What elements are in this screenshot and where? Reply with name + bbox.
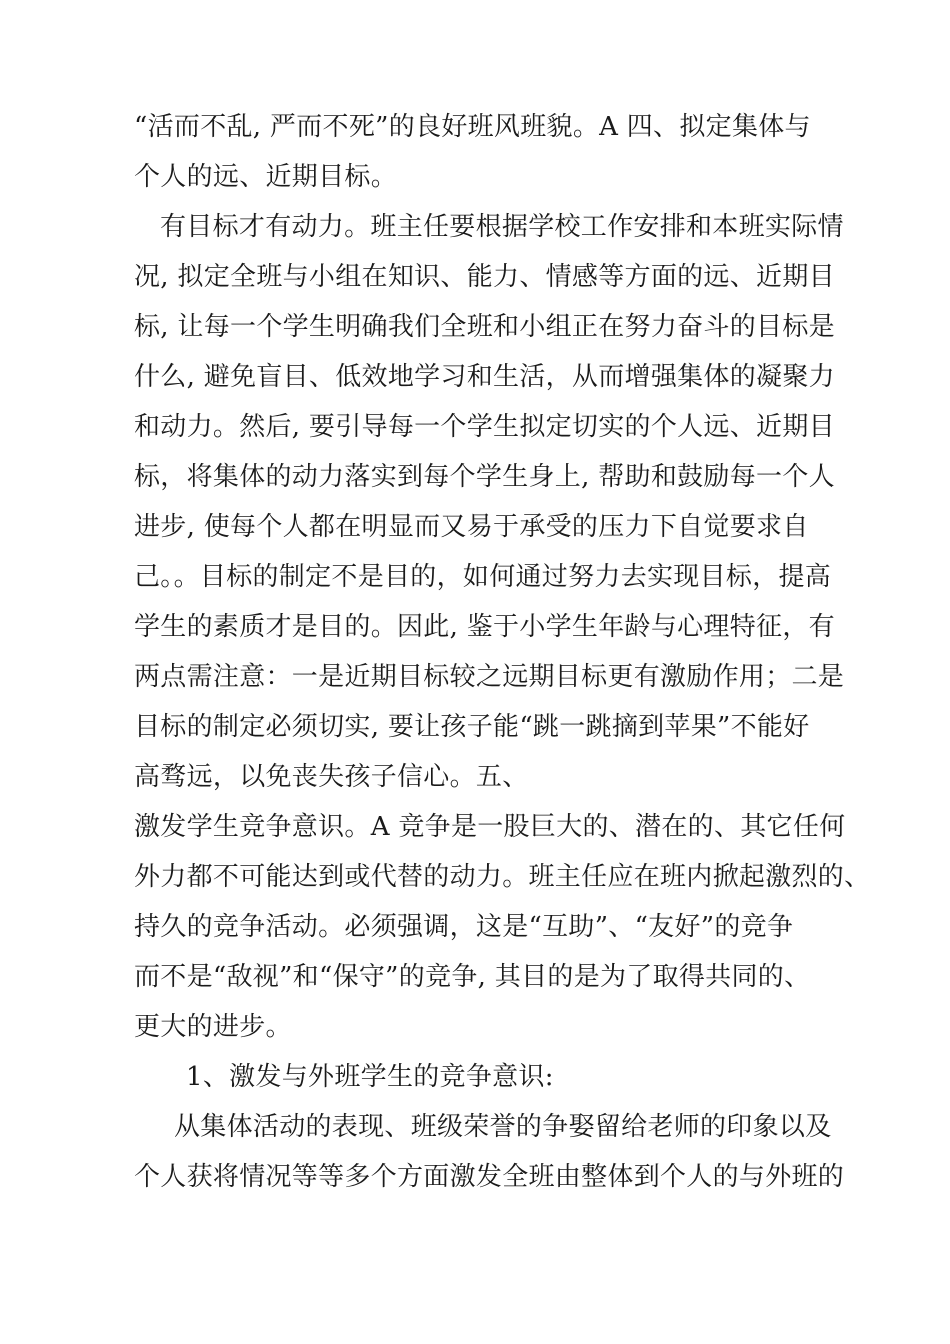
text-line-17: 持久的竞争活动。必须强调，这是“互助”、“友好”的竞争 [134,912,794,942]
text-line-8: 标，将集体的动力落实到每个学生身上, 帮助和鼓励每一个人 [134,462,835,492]
text-line-9: 进步, 使每个人都在明显而又易于承受的压力下自觉要求自 [134,512,809,542]
text-line-18: 而不是“敌视”和“保守”的竞争, 其目的是为了取得共同的、 [134,962,811,992]
list-heading-1: 1、激发与外班学生的竞争意识: [186,1062,554,1092]
text-line-21: 从集体活动的表现、班级荣誉的争娶留给老师的印象以及 [174,1112,832,1142]
text-line-6: 什么, 避免盲目、低效地学习和生活，从而增强集体的凝聚力 [134,362,835,392]
text-line-4: 况, 拟定全班与小组在知识、能力、情感等方面的远、近期目 [134,262,835,292]
text-line-11: 学生的素质才是目的。因此, 鉴于小学生年龄与心理特征，有 [134,612,835,642]
text-line-16: 外力都不可能达到或代替的动力。班主任应在班内掀起激烈的、 [134,862,871,892]
text-line-15: 激发学生竞争意识。A 竞争是一股巨大的、潜在的、其它任何 [134,812,846,842]
text-line-13: 目标的制定必须切实, 要让孩子能“跳一跳摘到苹果”不能好 [134,712,810,742]
text-line-22: 个人获将情况等等多个方面激发全班由整体到个人的与外班的 [134,1162,845,1192]
text-line-1: “活而不乱, 严而不死”的良好班风班貌。A 四、拟定集体与 [134,112,811,142]
text-line-12: 两点需注意：一是近期目标较之远期目标更有激励作用；二是 [134,662,845,692]
text-line-19: 更大的进步。 [134,1012,292,1042]
text-line-7: 和动力。然后, 要引导每一个学生拟定切实的个人远、近期目 [134,412,835,442]
text-line-14: 高骛远，以免丧失孩子信心。五、 [134,762,529,792]
text-line-5: 标, 让每一个学生明确我们全班和小组正在努力奋斗的目标是 [134,312,835,342]
text-line-3: 有目标才有动力。班主任要根据学校工作安排和本班实际情 [160,212,844,242]
text-line-10: 己。。目标的制定不是目的，如何通过努力去实现目标，提高 [134,562,832,592]
text-line-2: 个人的远、近期目标。 [134,162,398,192]
